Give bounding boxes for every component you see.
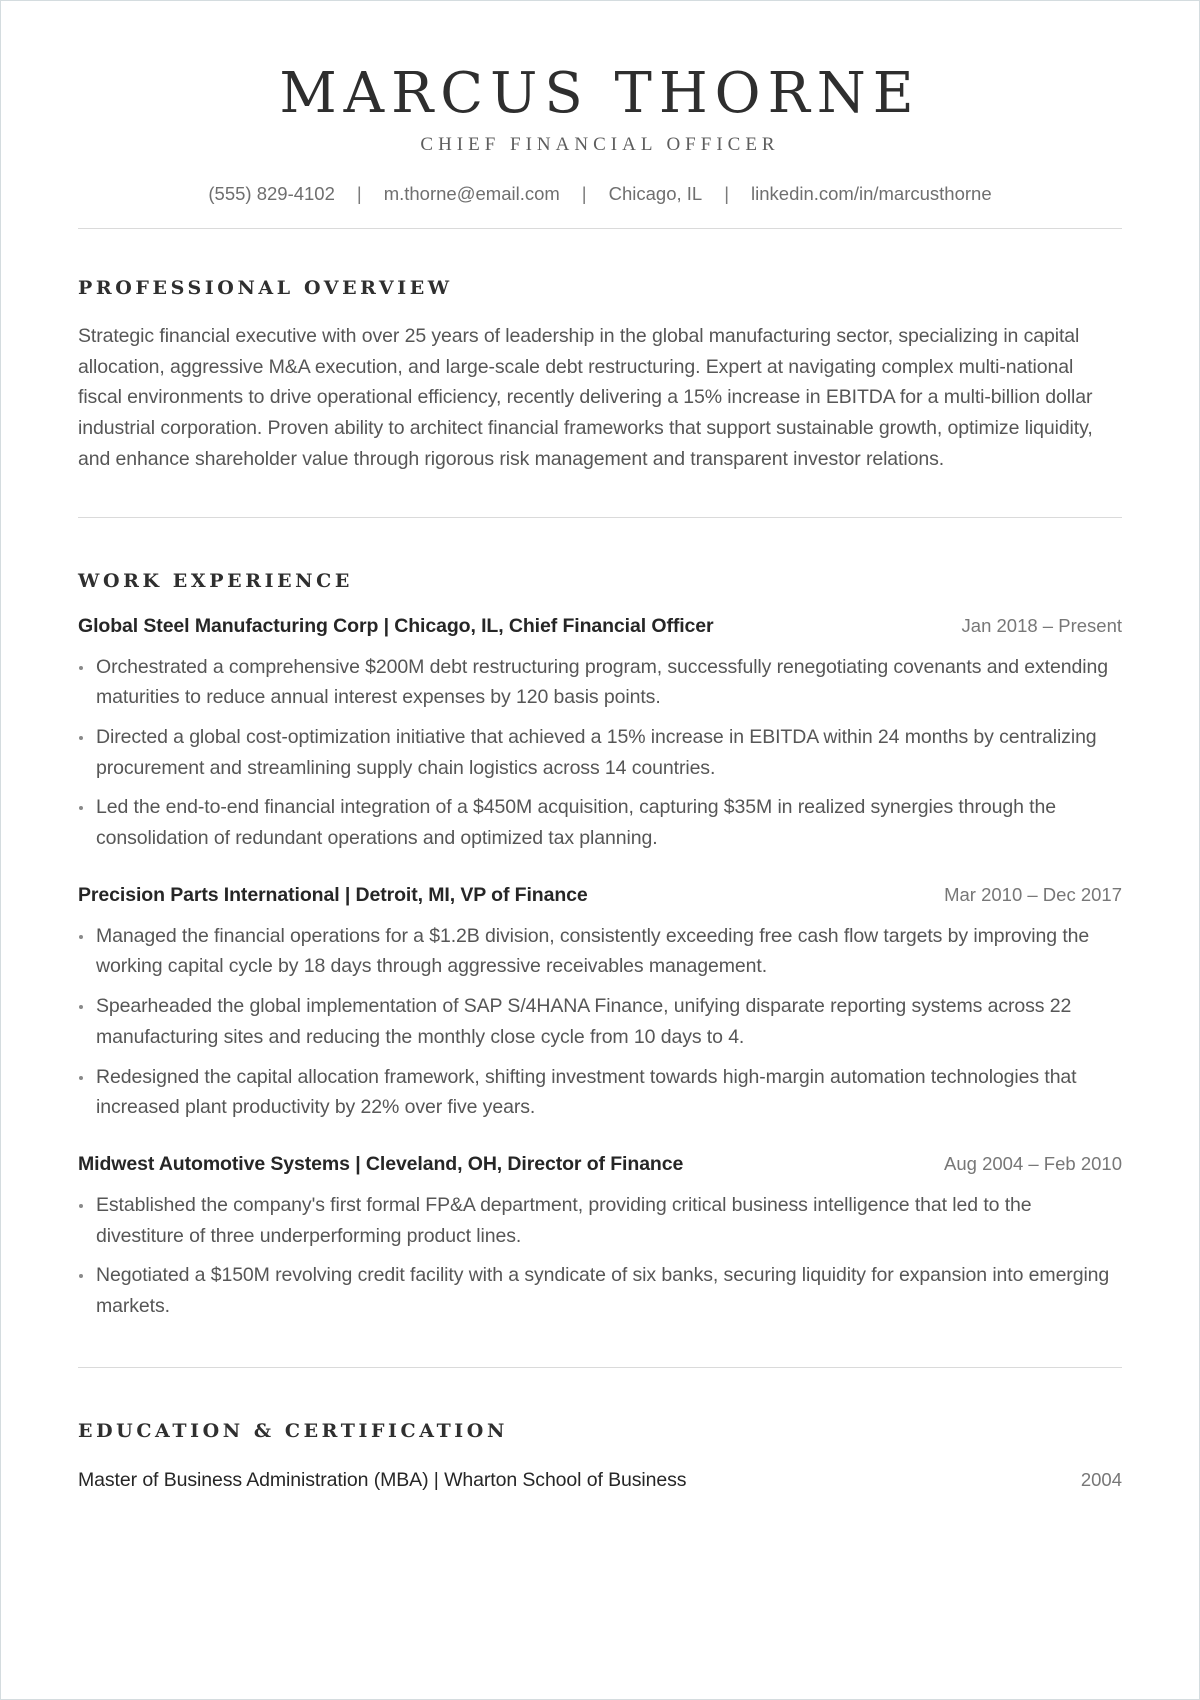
job-entry bbox=[78, 881, 1122, 1123]
job-dates: Jan 2018 – Present bbox=[961, 614, 1122, 636]
job-bullets bbox=[78, 652, 1122, 854]
contact-separator: | bbox=[581, 183, 587, 204]
candidate-name: MARCUS THORNE bbox=[279, 61, 921, 126]
job-bullet: Led the end-to-end financial integration of a $450M acquisition, capturing $35M in realized synergies through the consolidation of redundant operations and optimized tax planning. bbox=[78, 792, 1122, 853]
contact-separator: | bbox=[724, 183, 730, 204]
divider bbox=[78, 228, 1122, 229]
contact-location: Chicago, IL bbox=[608, 183, 703, 204]
contact-line bbox=[78, 181, 1122, 207]
experience-section bbox=[78, 568, 1122, 1322]
education-entry bbox=[78, 1466, 1122, 1494]
job-entry bbox=[78, 1150, 1122, 1322]
experience-heading: WORK EXPERIENCE bbox=[78, 569, 353, 592]
overview-section bbox=[78, 275, 1122, 475]
job-bullets bbox=[78, 1190, 1122, 1322]
education-year: 2004 bbox=[1080, 1468, 1122, 1490]
contact-email: m.thorne@email.com bbox=[383, 183, 560, 204]
job-bullet: Spearheaded the global implementation of SAP S/4HANA Finance, unifying disparate reporting systems across 22 manufacturing sites and reducing the monthly close cycle from 10 days to 4. bbox=[78, 991, 1122, 1052]
job-dates: Aug 2004 – Feb 2010 bbox=[944, 1152, 1122, 1174]
contact-separator: | bbox=[356, 183, 362, 204]
education-section bbox=[78, 1418, 1122, 1494]
divider bbox=[78, 517, 1122, 518]
job-dates: Mar 2010 – Dec 2017 bbox=[944, 883, 1122, 905]
job-header bbox=[78, 1150, 1122, 1178]
overview-heading: PROFESSIONAL OVERVIEW bbox=[78, 277, 453, 299]
contact-linkedin: linkedin.com/in/marcusthorne bbox=[751, 183, 992, 204]
job-bullet: Negotiated a $150M revolving credit facility with a syndicate of six banks, securing liquidity for expansion into emerging markets. bbox=[78, 1260, 1122, 1321]
job-bullet: Orchestrated a comprehensive $200M debt restructuring program, successfully renegotiating covenants and extending maturities to reduce annual interest expenses by 120 basis points. bbox=[78, 652, 1122, 713]
job-bullet: Established the company's first formal FP&A department, providing critical business intelligence that led to the divestiture of three underperforming product lines. bbox=[78, 1190, 1122, 1251]
job-heading: Midwest Automotive Systems | Cleveland, OH, Director of Finance bbox=[78, 1152, 684, 1175]
divider bbox=[78, 1367, 1122, 1368]
job-bullet: Managed the financial operations for a $1.2B division, consistently exceeding free cash flow targets by improving the working capital cycle by 18 days through aggressive receivables management. bbox=[78, 921, 1122, 982]
candidate-title: CHIEF FINANCIAL OFFICER bbox=[420, 134, 780, 155]
education-heading: EDUCATION & CERTIFICATION bbox=[78, 1419, 508, 1442]
job-bullet: Redesigned the capital allocation framework, shifting investment towards high-margin automation technologies that increased plant productivity by 22% over five years. bbox=[78, 1062, 1122, 1123]
job-header bbox=[78, 612, 1122, 640]
job-entry bbox=[78, 612, 1122, 854]
job-heading: Precision Parts International | Detroit, MI, VP of Finance bbox=[78, 883, 588, 906]
education-degree: Master of Business Administration (MBA) | Wharton School of Business bbox=[78, 1468, 687, 1491]
overview-text: Strategic financial executive with over 25 years of leadership in the global manufacturing sector, specializing in capital allocation, aggressive M&A execution, and large-scale debt restructuring. Expert at navigating complex multi-national fiscal environments to drive operational efficiency, recently delivering a 15% increase in EBITDA for a multi-billion dollar industrial corporation. Proven ability to architect financial frameworks that support sustainable growth, optimize liquidity, and enhance shareholder value through rigorous risk management and transparent investor relations. bbox=[78, 325, 1093, 470]
job-bullet: Directed a global cost-optimization initiative that achieved a 15% increase in EBITDA within 24 months by centralizing procurement and streamlining supply chain logistics across 14 countries. bbox=[78, 722, 1122, 783]
contact-phone: (555) 829-4102 bbox=[208, 183, 335, 204]
job-heading: Global Steel Manufacturing Corp | Chicago, IL, Chief Financial Officer bbox=[78, 614, 714, 637]
resume-header bbox=[78, 1, 1122, 207]
job-bullets bbox=[78, 921, 1122, 1123]
job-header bbox=[78, 881, 1122, 909]
